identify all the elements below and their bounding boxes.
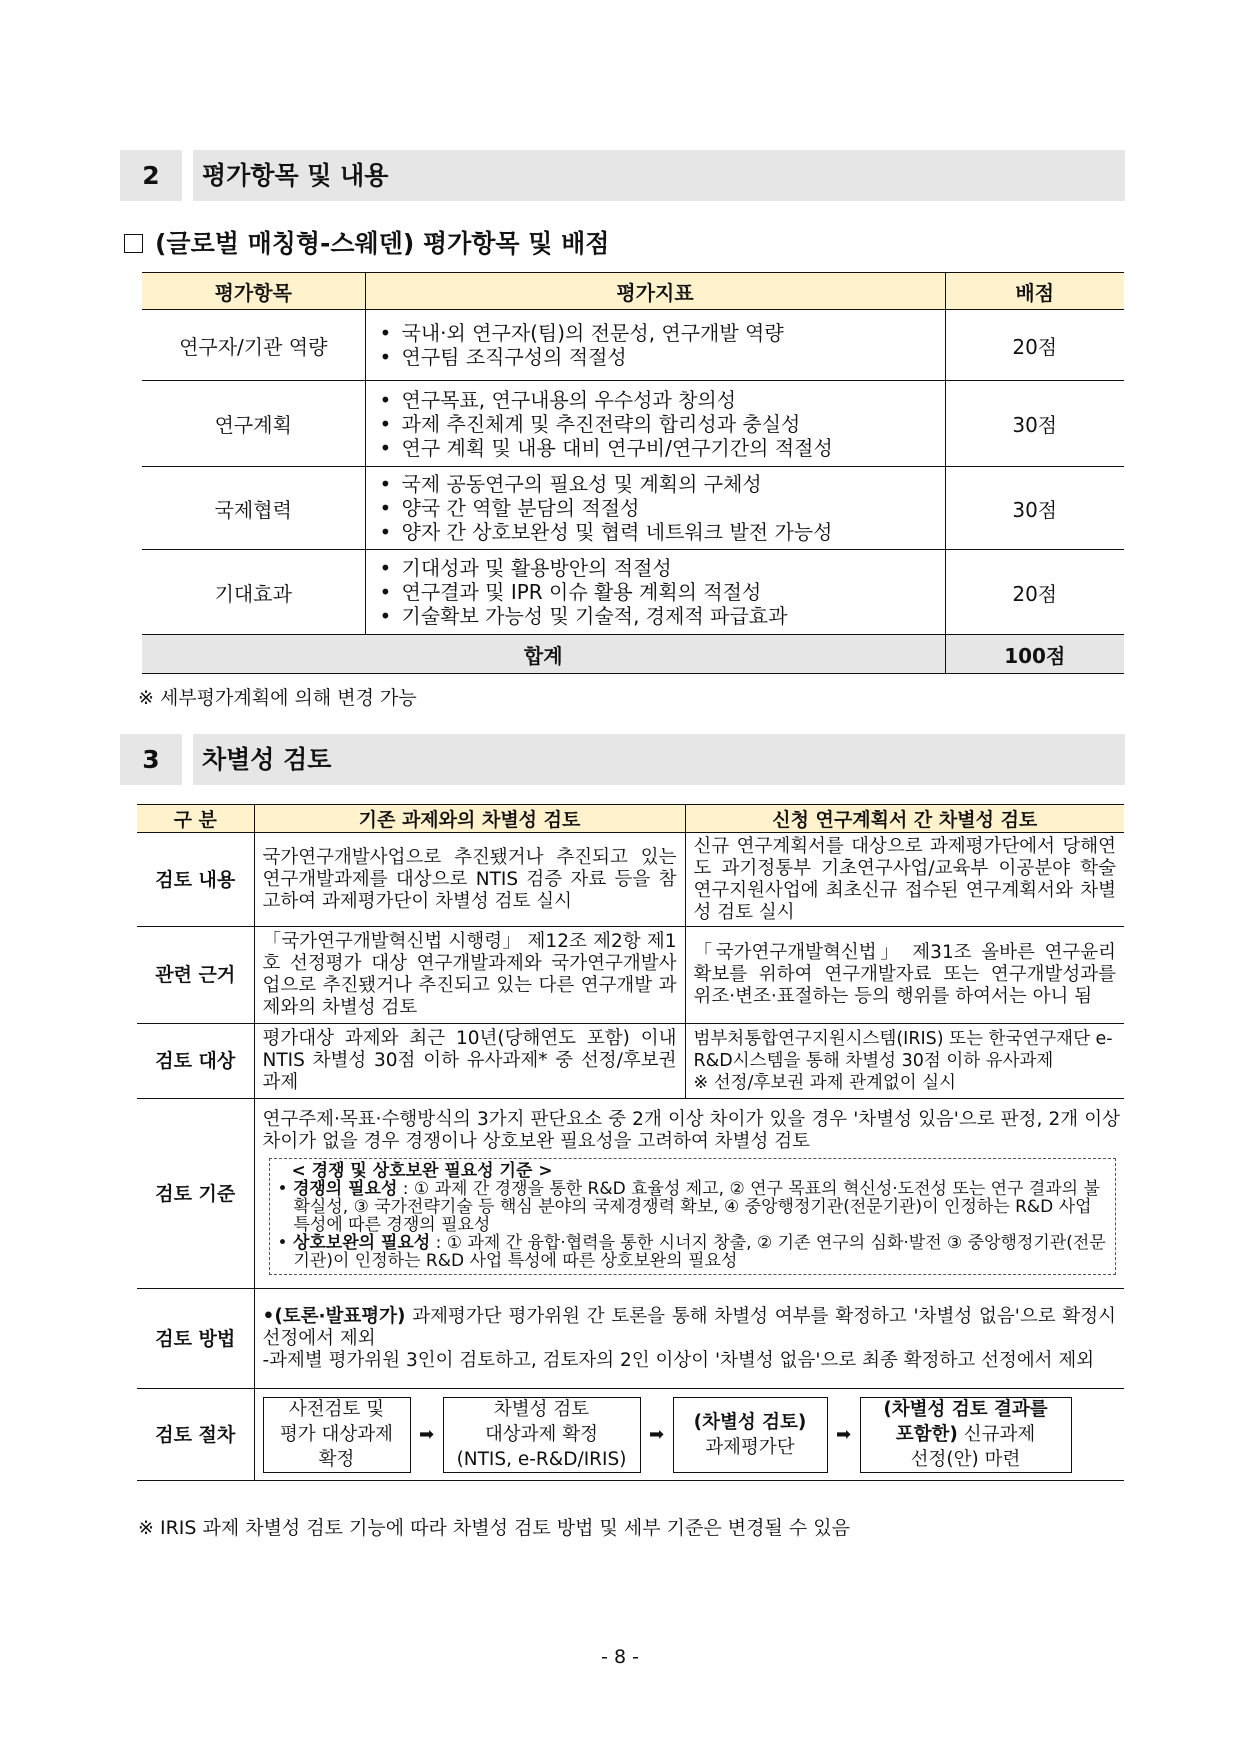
score-table (142, 272, 1124, 674)
indicator-item: • 연구 계획 및 내용 대비 연구비/연구기간의 적절성 (380, 436, 945, 460)
arrow-right-icon: ➡ (835, 1423, 852, 1445)
table-row (137, 927, 1124, 1024)
indicator-item: • 국내·외 연구자(팀)의 전문성, 연구개발 역량 (380, 321, 945, 345)
procedure-step (443, 1397, 641, 1473)
indicator-item: • 양국 간 역할 분담의 적절성 (380, 496, 945, 520)
section-title: 차별성 검토 (202, 745, 332, 774)
row-label: 검토 절차 (137, 1389, 254, 1481)
total-score: 100점 (945, 635, 1124, 674)
step-line: 선정(안) 마련 (910, 1449, 1021, 1470)
step-line-bold: 포함한) (895, 1424, 958, 1445)
header-score: 배점 (945, 273, 1124, 310)
row-label: 검토 기준 (137, 1099, 254, 1289)
cell-application: 신규 연구계획서를 대상으로 과제평가단에서 당해연도 과기정통부 기초연구사업/교육부 이공분야 학술연구지원사업에 최초신규 접수된 연구계획서와 차별성 검토 실시 (685, 833, 1124, 927)
method-line (263, 1306, 1117, 1350)
total-label: 합계 (142, 635, 945, 674)
note-evaluation-plan: ※ 세부평가계획에 의해 변경 가능 (138, 687, 417, 709)
table-row (142, 550, 1124, 635)
checkbox-square-icon (124, 234, 143, 253)
method-line: -과제별 평가위원 3인이 검토하고, 검토자의 2인 이상이 '차별성 없음'으로 최종 확정하고 선정에서 제외 (262, 1349, 1095, 1371)
procedure-step (860, 1397, 1072, 1473)
procedure-step (673, 1397, 828, 1473)
criteria-item (278, 1180, 1108, 1234)
indicator-item: • 기술확보 가능성 및 기술적, 경제적 파급효과 (380, 604, 945, 628)
section-number: 2 (142, 161, 160, 190)
header-division: 구 분 (137, 805, 254, 833)
step-line: (NTIS, e-R&D/IRIS) (456, 1449, 627, 1470)
criteria-box (269, 1158, 1117, 1275)
section-divider (182, 150, 193, 201)
row-indicators (365, 381, 945, 467)
table-row (142, 467, 1124, 550)
criteria-text: 연구주제·목표·수행방식의 3가지 판단요소 중 2개 이상 차이가 있을 경우 '차별성 있음'으로 판정, 2개 이상 차이가 없을 경우 경쟁이나 상호보완 필요성을 고려하여 차별성 검토 (262, 1108, 1120, 1152)
cell-existing: 국가연구개발사업으로 추진됐거나 추진되고 있는 연구개발과제를 대상으로 NTIS 검증 자료 등을 참고하여 과제평가단이 차별성 검토 실시 (254, 833, 685, 927)
subheading (124, 224, 609, 260)
row-label: 관련 근거 (137, 927, 254, 1024)
table-row (142, 310, 1124, 381)
step-line: (차별성 검토) (693, 1411, 807, 1433)
page-number: - 8 - (601, 1646, 639, 1668)
cell-application: 「국가연구개발혁신법」 제31조 올바른 연구윤리 확보를 위하여 연구개발자료 또는 연구개발성과를 위조·변조·표절하는 등의 행위를 하여서는 아니 됨 (685, 927, 1124, 1024)
method-line-text: 과제평가단 평가위원 간 토론을 통해 차별성 여부를 확정하고 '차별성 없음'으로 확정시 선정에서 제외 (262, 1305, 1116, 1349)
step-line: 차별성 검토 (493, 1399, 590, 1420)
row-label: 검토 대상 (137, 1024, 254, 1099)
differentiation-table (137, 804, 1124, 1481)
indicator-item: • 과제 추진체계 및 추진전략의 합리성과 충실성 (380, 412, 945, 436)
note-iris: ※ IRIS 과제 차별성 검토 기능에 따라 차별성 검토 방법 및 세부 기준은 변경될 수 있음 (138, 1517, 850, 1539)
row-category: 연구계획 (142, 381, 365, 467)
arrow-right-icon: ➡ (648, 1423, 665, 1445)
cell-application (685, 1024, 1124, 1099)
cell-existing: 「국가연구개발혁신법 시행령」 제12조 제2항 제1호 선정평가 대상 연구개발과제와 국가연구개발사업으로 추진됐거나 추진되고 있는 다른 연구개발 과제와의 차별성 검토 (254, 927, 685, 1024)
subheading-text: (글로벌 매칭형-스웨덴) 평가항목 및 배점 (155, 229, 610, 258)
step-line: 사전검토 및 (288, 1399, 385, 1420)
step-line (896, 1422, 1035, 1447)
section-divider (182, 734, 193, 785)
row-indicators (365, 550, 945, 635)
row-label: 검토 내용 (137, 833, 254, 927)
row-score: 20점 (945, 550, 1124, 635)
criteria-item (278, 1234, 1108, 1270)
procedure-step (263, 1397, 411, 1473)
target-application-note: ※ 선정/후보권 과제 관계없이 실시 (693, 1073, 957, 1093)
cell-existing: 평가대상 과제와 최근 10년(당해연도 포함) 이내 NTIS 차별성 30점 이하 유사과제* 중 선정/후보권 과제 (254, 1024, 685, 1099)
criteria-item-title: 상호보완의 필요성 (292, 1232, 431, 1253)
step-line: 과제평가단 (705, 1436, 795, 1458)
step-line: 확정 (318, 1449, 355, 1470)
header-indicators: 평가지표 (365, 273, 945, 310)
cell-procedure (254, 1389, 1124, 1481)
row-indicators (365, 310, 945, 381)
step-line: 대상과제 확정 (484, 1424, 599, 1445)
row-score: 20점 (945, 310, 1124, 381)
row-category: 기대효과 (142, 550, 365, 635)
step-line: 평가 대상과제 (279, 1424, 394, 1445)
table-row (137, 1024, 1124, 1099)
indicator-item: • 양자 간 상호보완성 및 협력 네트워크 발전 가능성 (380, 520, 945, 544)
row-category: 국제협력 (142, 467, 365, 550)
section-number: 3 (142, 745, 160, 774)
section-3-header (120, 734, 1125, 785)
table-header-row (142, 273, 1124, 310)
step-line: (차별성 검토 결과를 (883, 1399, 1048, 1420)
table-row (137, 1099, 1124, 1289)
indicator-item: • 연구목표, 연구내용의 우수성과 창의성 (380, 388, 945, 412)
header-application: 신청 연구계획서 간 차별성 검토 (685, 805, 1124, 833)
procedure-flow (263, 1396, 1119, 1474)
table-row (137, 1389, 1124, 1481)
step-line-text: 신규과제 (957, 1424, 1036, 1445)
row-category: 연구자/기관 역량 (142, 310, 365, 381)
arrow-right-icon: ➡ (418, 1423, 435, 1445)
indicator-item: • 기대성과 및 활용방안의 적절성 (380, 556, 945, 580)
row-label: 검토 방법 (137, 1289, 254, 1389)
indicator-item: • 연구팀 조직구성의 적절성 (380, 345, 945, 369)
cell-method (254, 1289, 1124, 1389)
section-title: 평가항목 및 내용 (202, 161, 389, 190)
method-line-title: •(토론·발표평가) (262, 1305, 406, 1327)
row-score: 30점 (945, 467, 1124, 550)
criteria-item-text: : ① 과제 간 융합·협력을 통한 시너지 창출, ② 기존 연구의 심화·발전 ③ 중앙행정기관(전문기관)이 인정하는 R&D 사업 특성에 따른 상호보완의 필요성 (293, 1232, 1106, 1271)
total-row (142, 635, 1124, 674)
indicator-item: • 국제 공동연구의 필요성 및 계획의 구체성 (380, 472, 945, 496)
indicator-item: • 연구결과 및 IPR 이슈 활용 계획의 적절성 (380, 580, 945, 604)
criteria-item-text: : ① 과제 간 경쟁을 통한 R&D 효율성 제고, ② 연구 목표의 혁신성·도전성 또는 연구 결과의 불확실성, ③ 국가전략기술 등 핵심 분야의 국제경쟁력 확보, ④ 중앙행정기관(전문기관)이 인정하는 R&D 사업 특성에 따른 경쟁의 필요성 (293, 1178, 1100, 1235)
table-header-row (137, 805, 1124, 833)
table-row (142, 381, 1124, 467)
row-indicators (365, 467, 945, 550)
section-2-header (120, 150, 1125, 201)
criteria-box-title: < 경쟁 및 상호보완 필요성 기준 > (291, 1160, 553, 1181)
criteria-item-title: 경쟁의 필요성 (292, 1178, 398, 1199)
table-row (137, 833, 1124, 927)
cell-criteria (254, 1099, 1124, 1289)
target-application-text: 범부처통합연구지원시스템(IRIS) 또는 한국연구재단 e-R&D시스템을 통해 차별성 30점 이하 유사과제 (693, 1029, 1113, 1071)
table-row (137, 1289, 1124, 1389)
row-score: 30점 (945, 381, 1124, 467)
header-existing: 기존 과제와의 차별성 검토 (254, 805, 685, 833)
header-category: 평가항목 (142, 273, 365, 310)
